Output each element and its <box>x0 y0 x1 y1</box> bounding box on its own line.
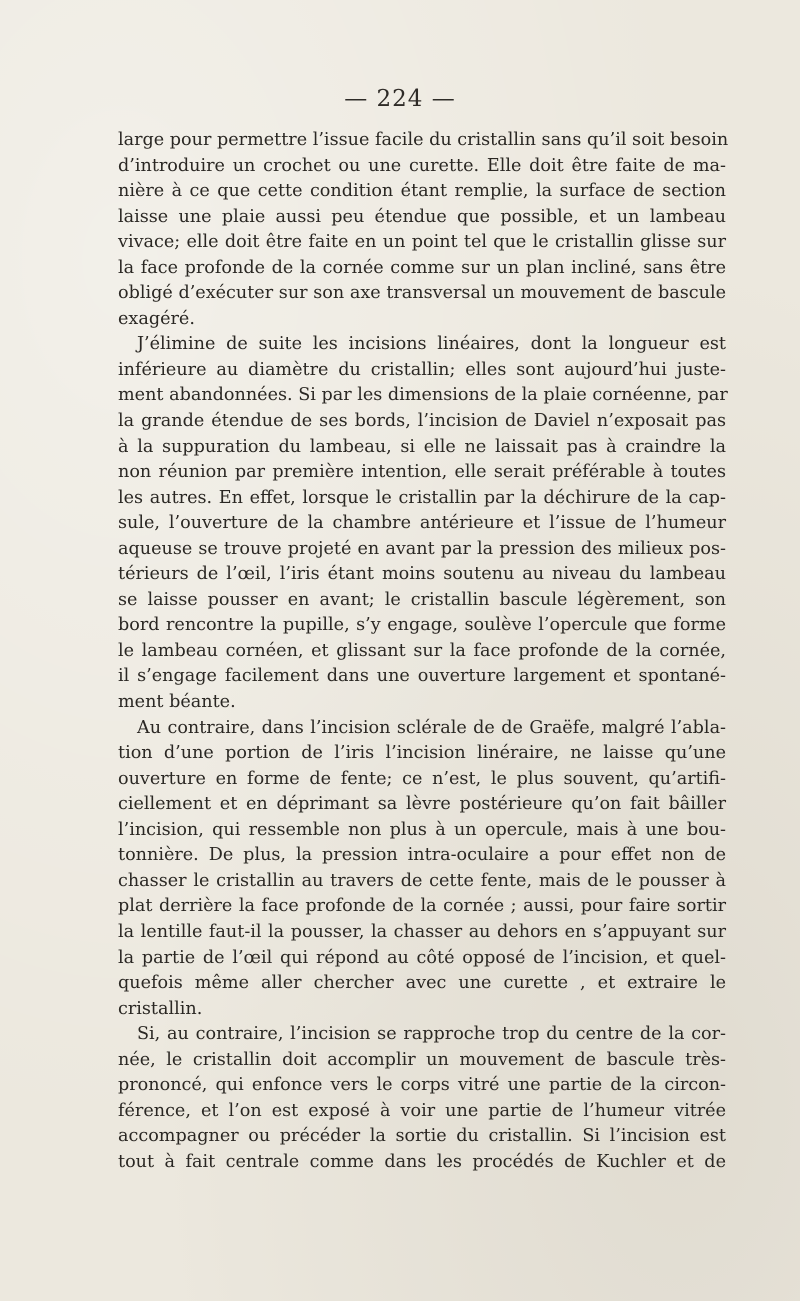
page-number: — 224 — <box>344 86 456 112</box>
text-line: nière à ce que cette condition étant remplie, la surface de section <box>118 181 726 202</box>
paragraph-start-line: J’élimine de suite les incisions linéaires, dont la longueur est <box>137 334 726 355</box>
text-line: les autres. En effet, lorsque le cristallin par la déchirure de la cap- <box>118 487 726 508</box>
text-line: prononcé, qui enfonce vers le corps vitré une partie de la circon- <box>118 1075 726 1096</box>
text-line: obligé d’exécuter sur son axe transversal un mouvement de bascule <box>118 283 726 304</box>
paragraph-end-line: exagéré. <box>118 308 195 329</box>
text-line: le lambeau cornéen, et glissant sur la face profonde de la cornée, <box>118 640 726 661</box>
text-line: accompagner ou précéder la sortie du cristallin. Si l’incision est <box>118 1126 726 1147</box>
text-line: il s’engage facilement dans une ouverture largement et spontané- <box>118 666 726 687</box>
text-line: plat derrière la face profonde de la cornée ; aussi, pour faire sortir <box>118 896 726 917</box>
paragraph-end-line: cristallin. <box>118 998 203 1019</box>
text-line: large pour permettre l’issue facile du cristallin sans qu’il soit besoin <box>118 130 729 150</box>
paragraph-start-line: Si, au contraire, l’incision se rapproche trop du centre de la cor- <box>137 1024 726 1045</box>
text-line: née, le cristallin doit accomplir un mouvement de bascule très- <box>118 1049 726 1070</box>
text-line: térieurs de l’œil, l’iris étant moins soutenu au niveau du lambeau <box>118 564 726 585</box>
text-line: ment abandonnées. Si par les dimensions de la plaie cornéenne, par <box>118 385 728 406</box>
text-line: laisse une plaie aussi peu étendue que possible, et un lambeau <box>118 206 726 227</box>
text-line: se laisse pousser en avant; le cristallin bascule légèrement, son <box>118 589 726 610</box>
paragraph-end-line: ment béante. <box>118 692 236 713</box>
text-line: tout à fait centrale comme dans les procédés de Kuchler et de <box>118 1151 726 1172</box>
text-line: tion d’une portion de l’iris l’incision linéraire, ne laisse qu’une <box>118 743 726 764</box>
text-line: ouverture en forme de fente; ce n’est, le plus souvent, qu’artifi- <box>118 768 726 789</box>
text-line: la face profonde de la cornée comme sur un plan incliné, sans être <box>118 257 726 278</box>
text-line: non réunion par première intention, elle serait préférable à toutes <box>118 462 726 483</box>
text-line: aqueuse se trouve projeté en avant par la pression des milieux pos- <box>118 538 726 559</box>
paragraph-start-line: Au contraire, dans l’incision sclérale de de Graëfe, malgré l’abla- <box>137 717 726 738</box>
text-line: la grande étendue de ses bords, l’incision de Daviel n’exposait pas <box>118 411 726 432</box>
text-line: l’incision, qui ressemble non plus à un opercule, mais à une bou- <box>118 819 726 840</box>
text-line: la partie de l’œil qui répond au côté opposé de l’incision, et quel- <box>118 947 726 968</box>
text-line: d’introduire un crochet ou une curette. Elle doit être faite de ma- <box>118 155 726 176</box>
text-line: ciellement et en déprimant sa lèvre postérieure qu’on fait bâiller <box>118 794 726 815</box>
text-line: sule, l’ouverture de la chambre antérieure et l’issue de l’humeur <box>118 513 726 534</box>
body-text <box>118 128 729 1175</box>
text-line: chasser le cristallin au travers de cette fente, mais de le pousser à <box>118 870 726 891</box>
text-line: à la suppuration du lambeau, si elle ne laissait pas à craindre la <box>118 436 726 457</box>
text-line: la lentille faut-il la pousser, la chasser au dehors en s’appuyant sur <box>118 921 726 942</box>
text-line: bord rencontre la pupille, s’y engage, soulève l’opercule que forme <box>118 615 726 636</box>
text-line: vivace; elle doit être faite en un point tel que le cristallin glisse sur <box>118 232 726 253</box>
text-line: quefois même aller chercher avec une curette , et extraire le <box>118 973 726 994</box>
text-line: férence, et l’on est exposé à voir une partie de l’humeur vitrée <box>118 1100 726 1121</box>
text-line: tonnière. De plus, la pression intra-oculaire a pour effet non de <box>118 845 726 866</box>
text-line: inférieure au diamètre du cristallin; elles sont aujourd’hui juste- <box>118 359 726 380</box>
